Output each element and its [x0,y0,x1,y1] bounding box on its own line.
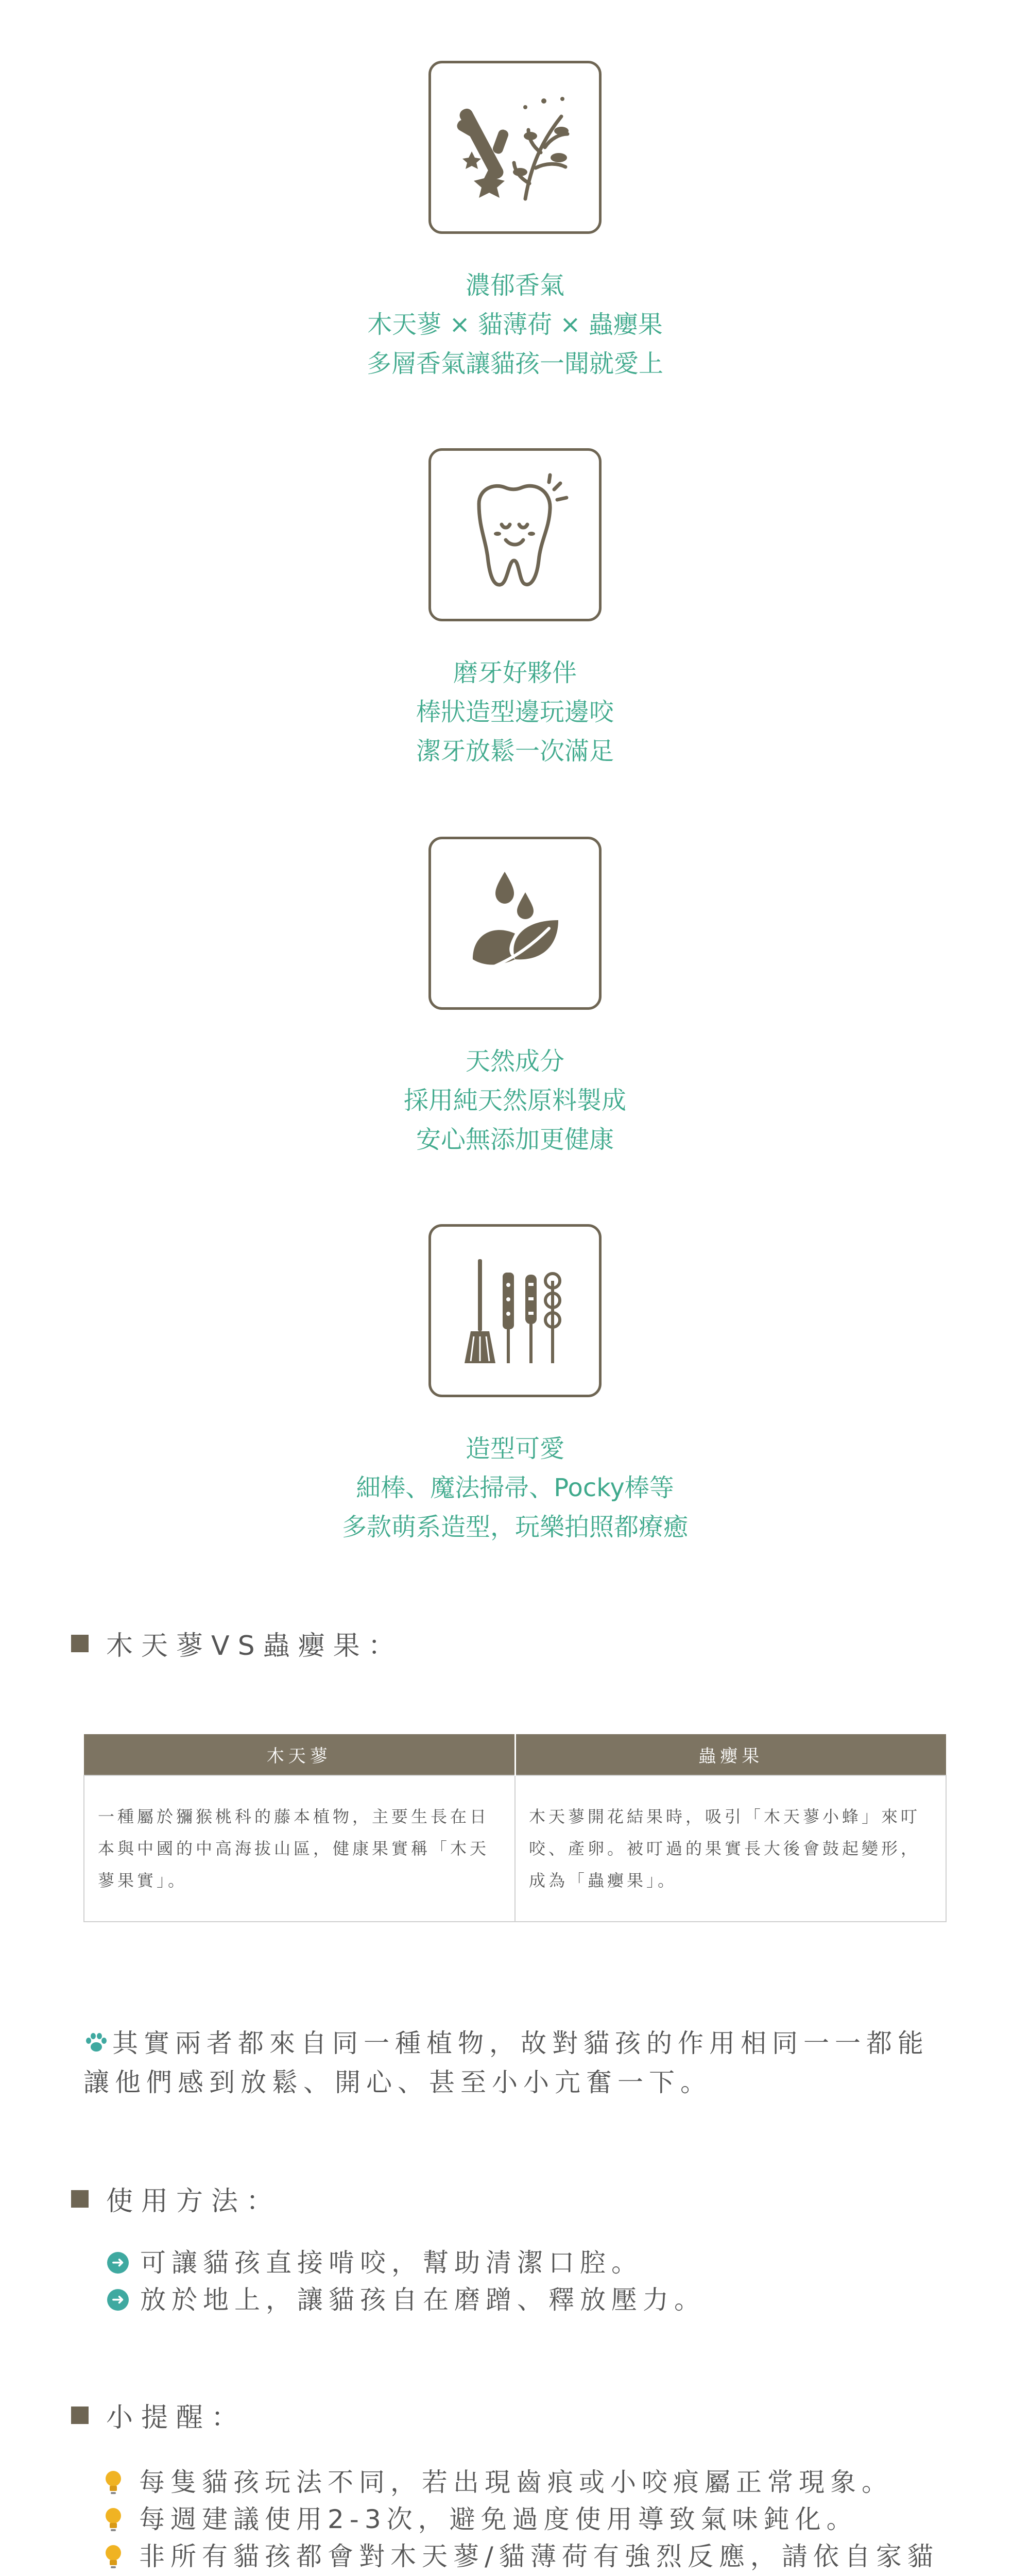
list-item [103,2464,948,2501]
vs-heading [71,1624,403,1663]
smiling-tooth-icon [448,468,582,602]
feature-line: 棒狀造型邊玩邊咬 [416,698,614,726]
feature-icon-box [428,837,602,1010]
vs-table [83,1734,947,1922]
feature-line: 多層香氣讓貓孩一聞就愛上 [366,349,663,378]
feature-line: 安心無添加更健康 [416,1125,614,1154]
feature-icon-box [428,1224,602,1397]
feature-title: 造型可愛 [465,1434,564,1463]
square-bullet-icon [71,2406,89,2424]
lightbulb-icon [103,2505,124,2533]
list-item [103,2501,948,2538]
section-title: 使用方法： [106,2186,282,2217]
square-bullet-icon [71,2190,89,2208]
reminder-list [103,2464,948,2576]
note-text: 其實兩者都來自同一種植物，故對貓孩的作用相同一一都能讓他們感到放鬆、開心、甚至小小亢奮一下。 [83,2028,929,2097]
feature-title: 濃郁香氣 [465,271,564,300]
list-item [103,2538,948,2576]
table-cell: 木天蓼開花結果時，吸引「木天蓼小蜂」來叮咬、產卵。被叮過的果實長大後會鼓起變形，成為「蟲癭果」。 [515,1775,946,1922]
arrow-right-icon: ➜ [107,2252,129,2274]
list-item [107,2281,952,2318]
cat-treats-herbs-icon [448,80,582,214]
table-cell: 一種屬於獼猴桃科的藤本植物，主要生長在日本與中國的中高海拔山區，健康果實稱「木天蓼果實」。 [84,1775,515,1922]
list-item-text: 非所有貓孩都會對木天蓼/貓薄荷有強烈反應，請依自家貓 [139,2541,939,2571]
usage-heading [71,2179,281,2218]
list-item-text: 可讓貓孩直接啃咬，幫助清潔口腔。 [140,2248,643,2278]
feature-icon-box [428,448,602,621]
table-row [84,1775,946,1922]
note-paragraph [83,2025,959,2101]
feature-line: 細棒、魔法掃帚、Pocky棒等 [356,1473,674,1502]
feature-icon-box [428,61,602,234]
list-item-text: 放於地上，讓貓孩自在磨蹭、釋放壓力。 [140,2285,706,2315]
feature-line: 潔牙放鬆一次滿足 [416,737,614,766]
feature-teeth [0,448,1030,771]
lightbulb-icon [103,2543,124,2570]
reminder-heading [71,2396,246,2434]
feature-line: 採用純天然原料製成 [403,1086,626,1115]
feature-line: 木天蓼 × 貓薄荷 × 蟲癭果 [367,310,663,339]
feature-aroma [0,61,1030,383]
feature-line: 多款萌系造型，玩樂拍照都療癒 [341,1513,688,1541]
list-item [107,2244,952,2281]
feature-title: 天然成分 [465,1047,564,1076]
square-bullet-icon [71,1635,89,1652]
lightbulb-icon [103,2468,124,2496]
feature-cute-shapes [0,1224,1030,1547]
arrow-right-icon: ➜ [107,2289,129,2311]
feature-natural [0,837,1030,1159]
section-title: 木天蓼VS蟲癭果： [106,1631,403,1662]
list-item-text: 每隻貓孩玩法不同，若出現齒痕或小咬痕屬正常現象。 [139,2467,893,2497]
table-header: 木天蓼 [84,1734,515,1775]
table-header: 蟲癭果 [515,1734,946,1775]
leaf-drops-icon [448,856,582,990]
section-title: 小提醒： [106,2402,247,2433]
paw-icon [83,2030,109,2054]
usage-list [107,2244,952,2318]
list-item-text: 每週建議使用2-3次，避免過度使用導致氣味鈍化。 [139,2504,858,2534]
feature-title: 磨牙好夥伴 [453,658,577,687]
cat-toy-sticks-icon [448,1244,582,1378]
